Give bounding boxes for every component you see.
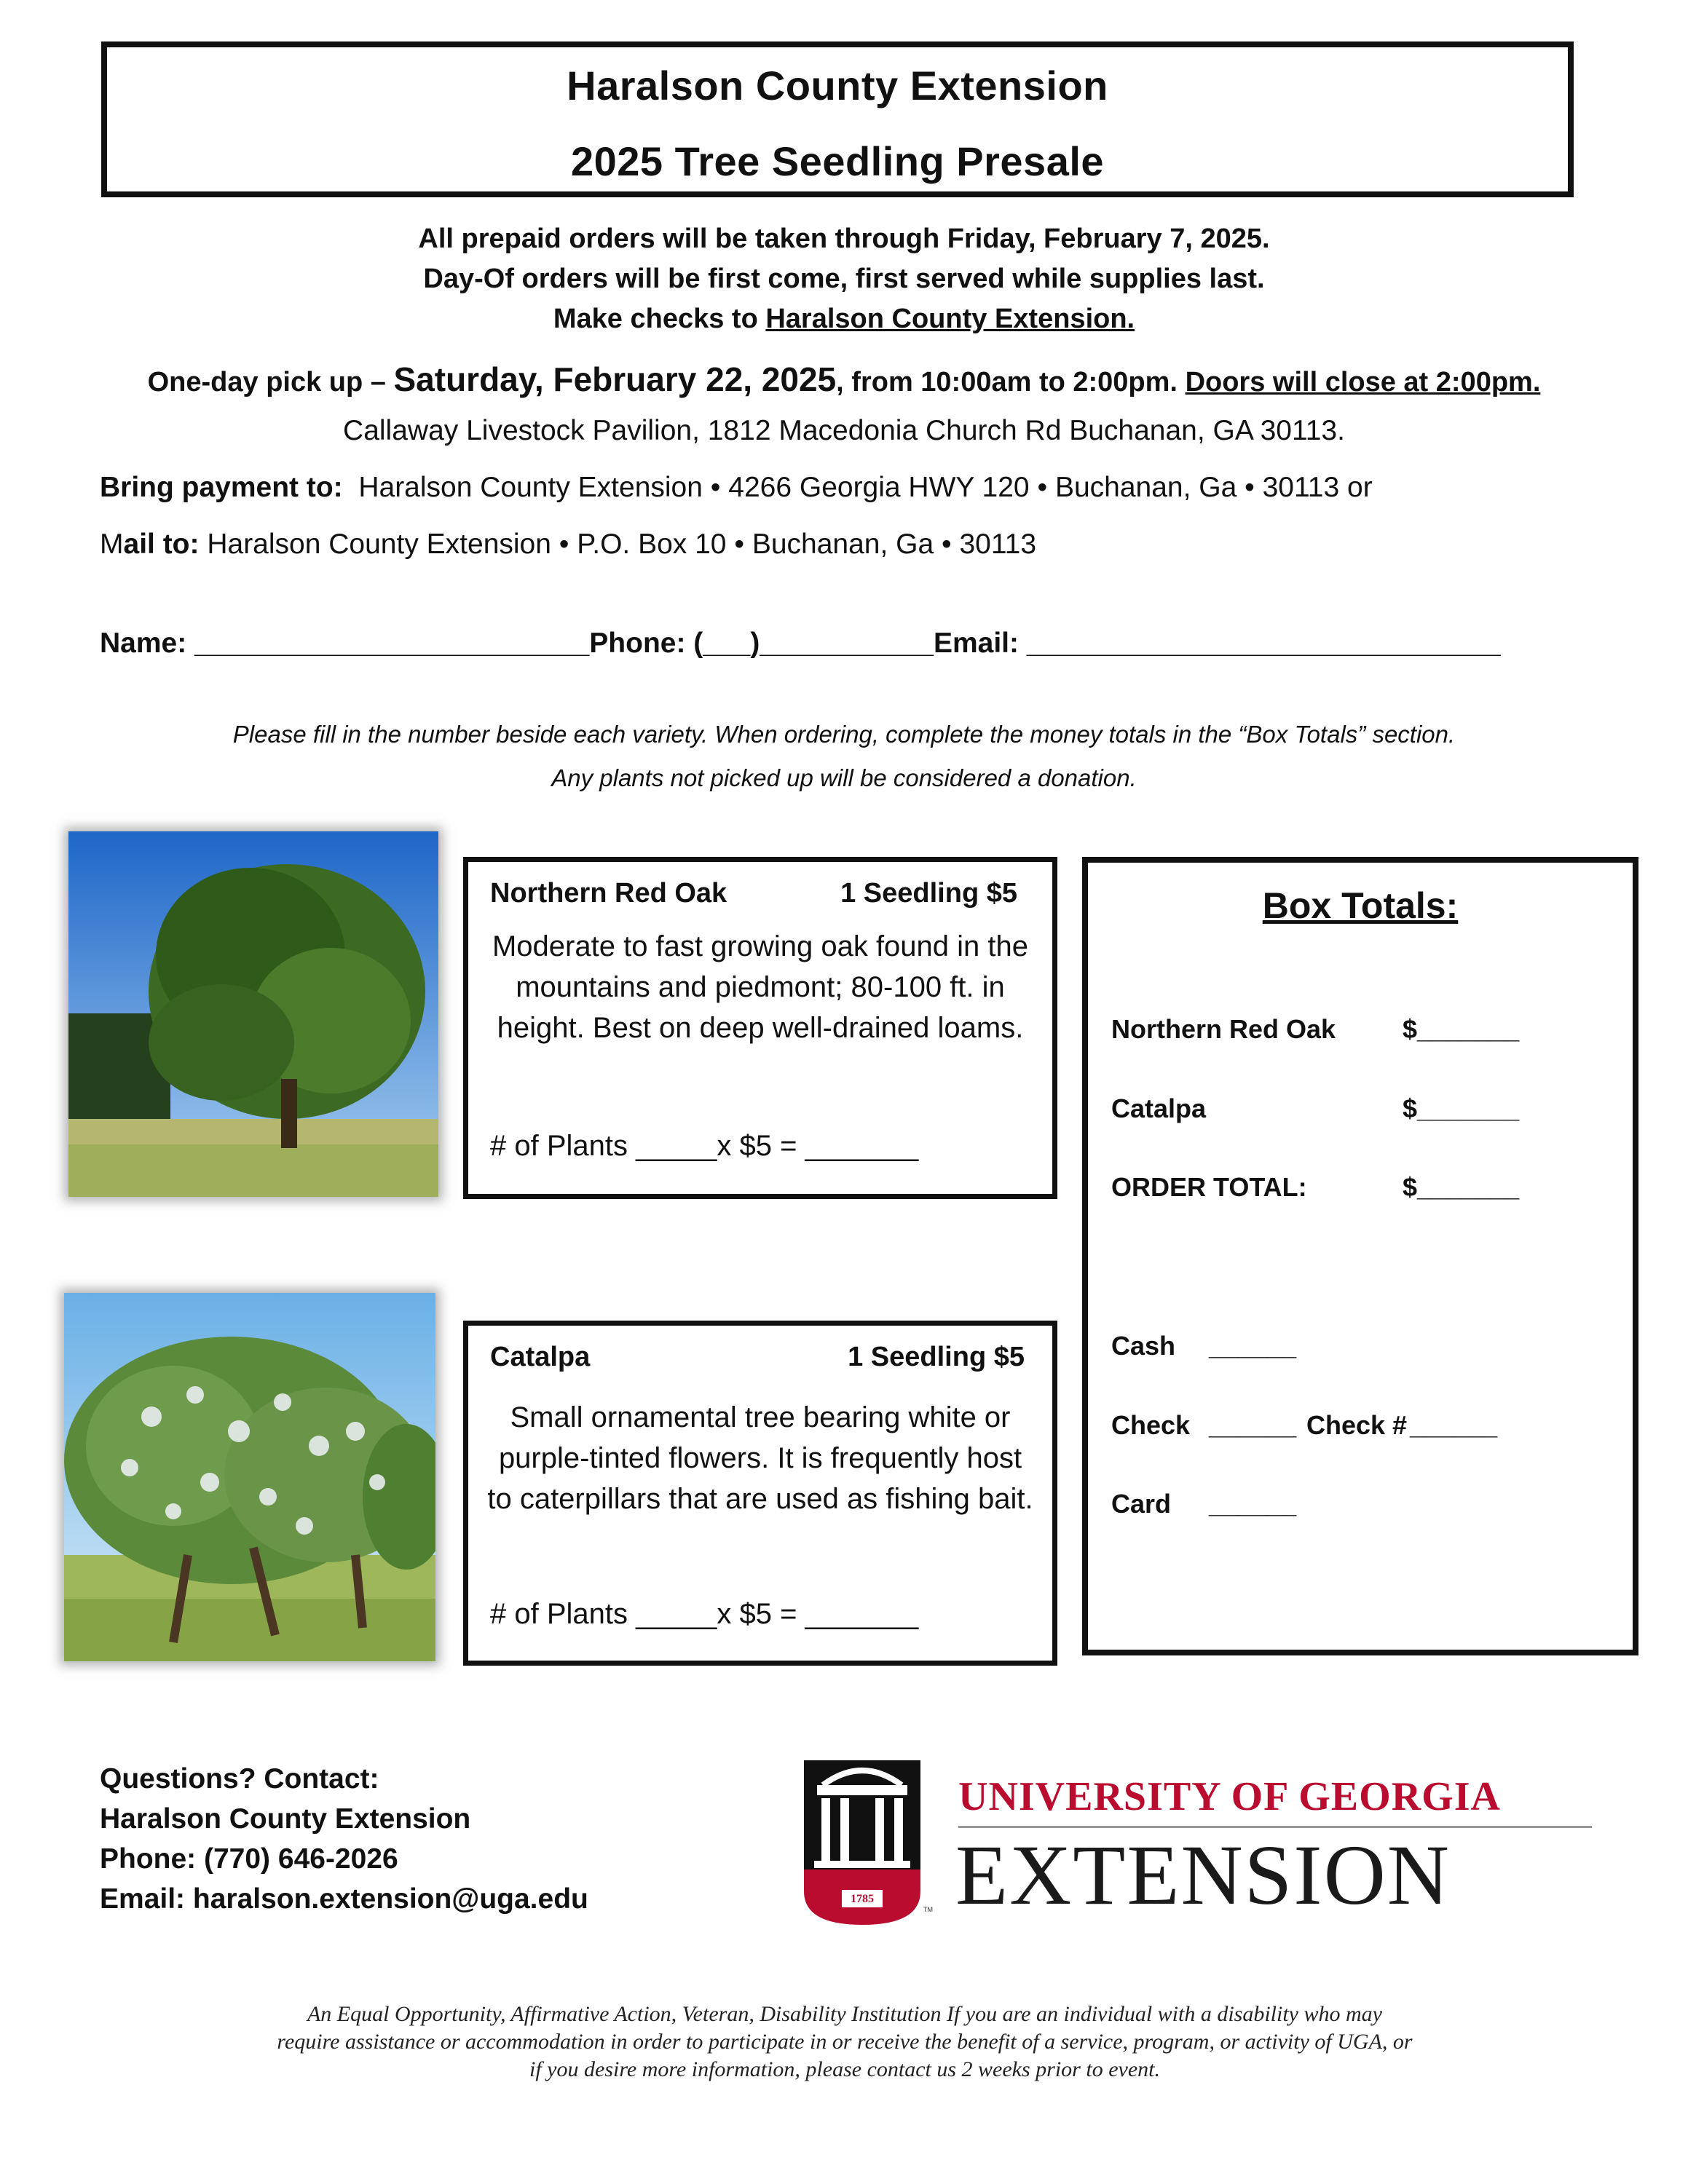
product-name: Northern Red Oak: [490, 878, 727, 909]
contact-form-line: [100, 628, 1501, 660]
logo-extension-text: EXTENSION: [955, 1827, 1451, 1923]
mail-to-prefix: M: [100, 529, 124, 560]
total-field-northern-red-oak[interactable]: $_______: [1403, 1014, 1520, 1044]
product-price: 1 Seedling $5: [840, 878, 1017, 909]
contact-email[interactable]: Email: haralson.extension@uga.edu: [100, 1883, 588, 1915]
checks-payable-prefix: Make checks to: [553, 304, 766, 334]
pickup-line: [0, 360, 1688, 399]
check-number-label: Check #: [1306, 1410, 1408, 1440]
doors-close: Doors will close at 2:00pm.: [1185, 367, 1541, 397]
product-box-northern-red-oak: [463, 857, 1057, 1199]
product-description: Moderate to fast growing oak found in the mountains and piedmont; 80-100 ft. in height. Best on deep well-drained loams.: [492, 930, 1028, 1044]
check-number-field[interactable]: ______: [1410, 1410, 1498, 1440]
logo-university-text: UNIVERSITY OF GEORGIA: [958, 1774, 1501, 1819]
check-label: Check: [1111, 1410, 1191, 1440]
email-field[interactable]: ______________________________: [1026, 628, 1501, 659]
plant-count-field[interactable]: # of Plants _____x $5 = _______: [490, 1130, 919, 1162]
pickup-time: , from 10:00am to 2:00pm.: [836, 367, 1186, 397]
contact-org: Haralson County Extension: [100, 1803, 471, 1835]
catalpa-photo: [64, 1293, 435, 1661]
product-name: Catalpa: [490, 1342, 591, 1372]
day-of-orders: Day-Of orders will be first come, first served while supplies last.: [423, 264, 1265, 294]
checks-payable: [0, 304, 1688, 335]
name-label: Name:: [100, 628, 195, 659]
card-label: Card: [1111, 1489, 1172, 1519]
product-box-catalpa: [463, 1321, 1057, 1666]
contact-heading: Questions? Contact:: [100, 1763, 379, 1795]
cash-field[interactable]: ______: [1209, 1331, 1297, 1361]
header-title-line1: Haralson County Extension: [567, 63, 1108, 108]
header-box: [101, 41, 1574, 197]
bring-payment-address: Haralson County Extension • 4266 Georgia HWY 120 • Buchanan, Ga • 30113 or: [358, 472, 1373, 503]
cash-label: Cash: [1111, 1331, 1176, 1361]
checks-payable-name: Haralson County Extension.: [765, 304, 1135, 334]
contact-phone: Phone: (770) 646-2026: [100, 1843, 398, 1875]
box-totals: [1082, 857, 1638, 1655]
equal-opportunity-disclaimer: An Equal Opportunity, Affirmative Action, Veteran, Disability Institution If you are an individual with a disability who may require assistance or accommodation in order to participate in or receive the benefit of a service, program, or activity of UGA, or if you desire more information, please contact us 2 weeks prior to event.: [277, 2002, 1413, 2081]
total-label-catalpa: Catalpa: [1111, 1093, 1207, 1123]
instructions-note: Please fill in the number beside each variety. When ordering, complete the money totals in the “Box Totals” section.: [232, 721, 1456, 748]
check-field[interactable]: ______: [1209, 1410, 1297, 1440]
mail-to-label: ail to:: [123, 529, 200, 560]
order-total-field[interactable]: $_______: [1403, 1172, 1520, 1202]
pickup-location: Callaway Livestock Pavilion, 1812 Macedonia Church Rd Buchanan, GA 30113.: [343, 415, 1345, 446]
card-field[interactable]: ______: [1209, 1489, 1297, 1519]
plant-count-field[interactable]: # of Plants _____x $5 = _______: [490, 1598, 919, 1630]
mail-to-line: [100, 529, 1036, 561]
product-description: Small ornamental tree bearing white or purple-tinted flowers. It is frequently host to caterpillars that are used as fishing bait.: [487, 1401, 1033, 1515]
prepaid-deadline: All prepaid orders will be taken through Friday, February 7, 2025.: [418, 223, 1270, 254]
phone-paren: ): [750, 628, 760, 659]
total-field-catalpa[interactable]: $_______: [1403, 1093, 1520, 1123]
uga-extension-logo: [804, 1760, 1590, 1928]
bring-payment-line: [100, 472, 1373, 504]
northern-red-oak-photo: [68, 831, 438, 1197]
mail-to-address: Haralson County Extension • P.O. Box 10 • Buchanan, Ga • 30113: [199, 529, 1037, 560]
order-total-label: ORDER TOTAL:: [1111, 1172, 1307, 1202]
product-price: 1 Seedling $5: [848, 1342, 1025, 1372]
pickup-date: Saturday, February 22, 2025: [393, 360, 837, 398]
logo-tm: TM: [923, 1906, 933, 1913]
bring-payment-label: Bring payment to:: [100, 472, 343, 503]
email-label: Email:: [933, 628, 1027, 659]
phone-label: Phone: (: [589, 628, 703, 659]
name-field[interactable]: _________________________: [194, 628, 590, 659]
pickup-prefix: One-day pick up –: [147, 367, 394, 397]
box-totals-title: Box Totals:: [1262, 885, 1459, 926]
header-title-line2: 2025 Tree Seedling Presale: [570, 138, 1105, 184]
donation-note: Any plants not picked up will be considered a donation.: [551, 764, 1137, 791]
total-label-northern-red-oak: Northern Red Oak: [1111, 1014, 1336, 1044]
phone-field[interactable]: ___________: [760, 628, 934, 659]
phone-area-field[interactable]: ___: [703, 628, 751, 659]
logo-year: 1785: [851, 1893, 874, 1905]
